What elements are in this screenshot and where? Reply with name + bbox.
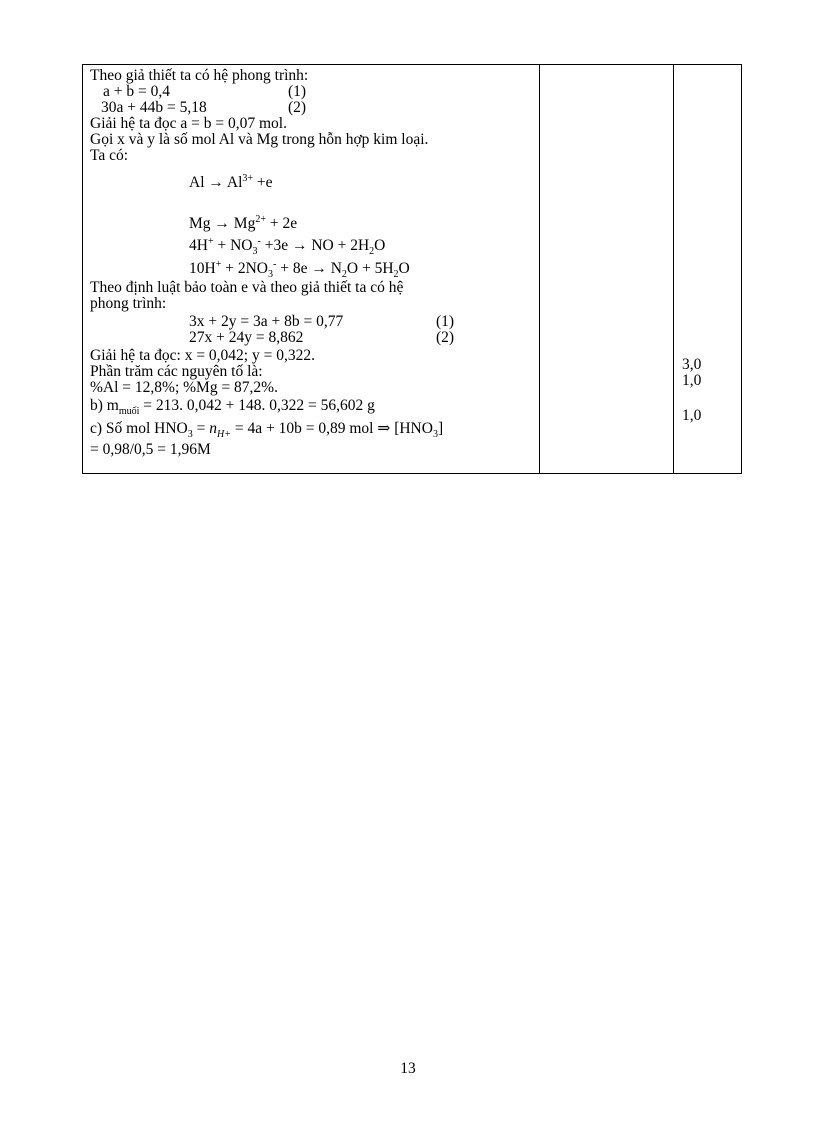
equation-line: 27x + 24y = 8,862 bbox=[189, 329, 304, 346]
table-row bbox=[83, 65, 742, 474]
solution-cell bbox=[83, 65, 540, 474]
reaction-al: $Al \to Al^{3+} +e$ bbox=[189, 172, 273, 191]
text-line: %Al = 12,8%; %Mg = 87,2%. bbox=[90, 379, 278, 396]
text-line: = 0,98/0,5 = 1,96M bbox=[90, 441, 211, 458]
text-line: Theo giả thiết ta có hệ phong trình: bbox=[90, 67, 309, 84]
equation-line: a + b = 0,4 bbox=[103, 83, 170, 100]
equation-number: (1) bbox=[288, 83, 307, 100]
answer-table bbox=[82, 64, 742, 474]
equation-number: (2) bbox=[288, 99, 307, 116]
score-cell bbox=[674, 65, 742, 474]
text-line: phong trình: bbox=[90, 295, 167, 312]
reaction-n2o: $10H^+ + 2NO_3^- + 8e \to N_2O + 5H_2O$ bbox=[189, 258, 410, 281]
text-line: Ta có: bbox=[90, 147, 129, 164]
empty-cell bbox=[540, 65, 674, 474]
text-line: Theo định luật bảo toàn e và theo giả thiết ta có hệ bbox=[90, 279, 404, 296]
text-line: Giải hệ ta đọc a = b = 0,07 mol. bbox=[90, 115, 287, 132]
score-value: 1,0 bbox=[682, 372, 702, 389]
equation-number: (2) bbox=[436, 329, 455, 346]
score-value: 1,0 bbox=[682, 407, 702, 424]
text-line: Phần trăm các nguyên tố là: bbox=[90, 363, 263, 380]
equation-line: 30a + 44b = 5,18 bbox=[101, 99, 207, 116]
salt-mass-line: b) $m_{muối} = 213$. 0,042 + 148. 0,322 = 56,602 g bbox=[90, 397, 375, 418]
hno3-line: c) Số mol $HNO_3 = n_{H+} = 4a + 10b = 0,89$ mol ⇒ $[HNO_3]$ bbox=[90, 420, 444, 441]
reaction-no: $4H^+ + NO_3^- +3e$ → NO + $2H_2O$ bbox=[189, 235, 386, 258]
text-line: Giải hệ ta đọc: x = 0,042; y = 0,322. bbox=[90, 347, 315, 364]
reaction-mg: $Mg \to Mg^{2+} + 2e$ bbox=[189, 213, 298, 232]
page-number: 13 bbox=[400, 1060, 416, 1077]
score-value: 3,0 bbox=[682, 356, 702, 373]
text-line: Gọi x và y là số mol Al và Mg trong hỗn hợp kim loại. bbox=[90, 131, 429, 148]
equation-line: 3x + 2y = 3a + 8b = 0,77 bbox=[189, 313, 344, 330]
equation-number: (1) bbox=[436, 313, 455, 330]
